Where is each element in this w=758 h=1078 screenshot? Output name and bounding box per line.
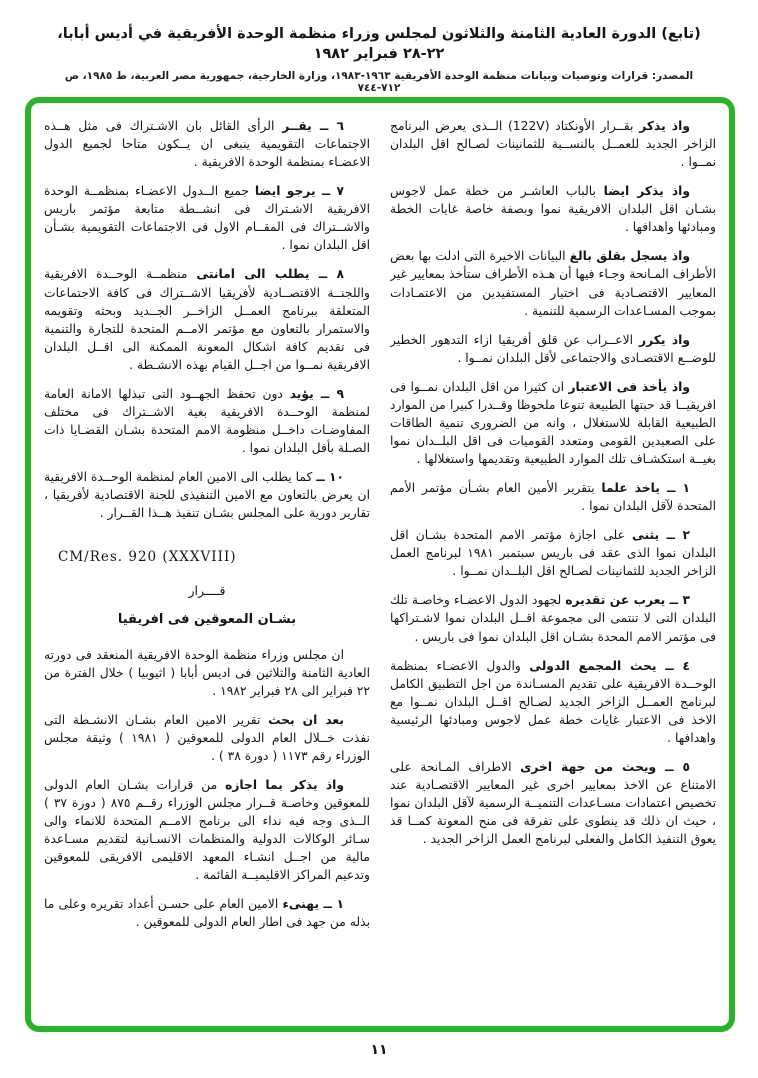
paragraph-text: بتقرير الأمين العام بشـأن مؤتمر الأمم المتحدة لآقل البلدان نموا . (390, 481, 716, 514)
numbered-clause (44, 182, 370, 254)
column-right (390, 117, 716, 1018)
paragraph-text: كما يطلب الى الامين العام لمنظمة الوحــدة الافريقية ان يعرض بالتعاون مع الامين التنفيذى للجنة الاقتصادية لأفريقيا ، تقارير دورية على المجلس بشـان تنفيذ هــذا القــرار . (44, 470, 370, 521)
paragraph-lead: واذ يذكر بما اجازه (225, 777, 344, 792)
paragraph-lead: ٢ ــ يثنى (632, 528, 690, 543)
paragraph (390, 117, 716, 171)
numbered-clause (390, 479, 716, 515)
paragraph (44, 711, 370, 765)
paragraph-lead: ٥ ــ ويحث من جهة اخرى (520, 759, 690, 774)
numbered-clause (390, 591, 716, 645)
paragraph-lead: واذ يذكر ايضا (603, 184, 690, 199)
paragraph-text: الاطراف المـانحة على الامتناع عن الاخذ بمعايير اخرى غير المعايير الاقتصـادية عند تخصيص اعتمادات مسـاعدات التنميــة الرسمية لآقل البلدان نموا ، حيث ان ذلك قد ينطوى على تفرقة فى منح المعونة كمــا قد يعوق التنفيذ الكامل والفعلى لبرنامج العمل الزاخر الجديد . (390, 759, 716, 847)
numbered-clause (390, 526, 716, 580)
paragraph-lead: ٩ ــ يؤيد (289, 386, 344, 401)
paragraph-text: بقــرار الأونكتاد (122V) الــذى يعرض البرنامج الزاخر الجديد للعمــل بالنســبة للثمانينات لصـالح اقل البلدان نمــوا . (390, 119, 716, 170)
paragraph-lead: واذ يكرر (638, 332, 690, 347)
paragraph-lead: ١ ــ ياخذ علما (601, 481, 690, 496)
resolution-reference: CM/Res. 920 (XXXVIII) (58, 549, 237, 566)
resolution-title: بشـان المعوقين فى افريقيا (117, 612, 297, 628)
paragraph-text: تقرير الامين العام بشـان الانشـطة التى نفذت خــلال العام الدولى للمعوقين ( ١٩٨١ ) وثيقة مجلس الوزراء رقم ١١٧٣ ( دورة ٣٨ ) . (44, 712, 370, 763)
paragraph-text: جميع الــدول الاعضـاء بمنظمــة الوحدة الافريقية الاشـتراك فى انشــطة متابعة مؤتمر باريس والاشــتراك فى المقــام الاول فى الاجتماعات التقويمية بشـأن اقل البلدان نموا . (44, 184, 370, 253)
numbered-clause (44, 385, 370, 457)
paragraph-lead: واذ يسجل بقلق بالغ (569, 249, 690, 264)
paragraph-lead: بعد ان بحث (268, 712, 344, 727)
paragraph-text: بالباب العاشـر من خطة عمل لاجوس بشـان اقل البلدان الافريقية نموا وبصفة خاصة غايات الخطة ومبادئها واهدافها . (390, 184, 716, 235)
paragraph-lead: ٣ ــ يعرب عن تقديره (565, 593, 690, 608)
paragraph-text: دون تحفظ الجهــود التى تبذلها الامانة العامة لمنظمة الوحــدة الافريقية بغية الاشــتراك فى مختلف المفاوضـات داخــل منظومة الامم المتحدة بشـان القضـايا ذات الصـلة بأقل البلدان نموا . (44, 386, 370, 455)
numbered-clause (44, 895, 370, 931)
paragraph-text: على اجازة مؤتمر الامم المتحدة بشـان اقل البلدان نموا الذى عقد فى باريس سبتمبر ١٩٨١ لبرنامج العمل الزاخر الجديد للثمانينات لصـالح اقل البلــدان نمــوا . (390, 528, 716, 579)
paragraph-text: البيانات الاخيرة التى ادلت بها بعض الأطراف المـانحة وجـاء فيها أن هـذه الأطراف ستأخذ بمعايير غير المعايير الاقتصـادية فى اختيار المستفيدين من الاعتمـادات بموجب المسـاعدات الرسمية للتنمية . (390, 249, 716, 318)
paragraph-lead: واذ يأخذ فى الاعتبار (568, 379, 691, 394)
column-left (44, 117, 370, 1018)
page-number: ١١ (370, 1042, 388, 1058)
paragraph-text: لجهود الدول الاعضـاء وخاصـة تلك البلدان التى لا تنتمى الى مجموعة اقــل البلدان نموا لاشـتراكها فى مؤتمر الامم المحدة بشـان اقل البلدان نموا فى باريس . (390, 593, 716, 644)
numbered-clause (390, 657, 716, 747)
paragraph-text: ان مجلس وزراء منظمة الوحدة الافريقية المنعقد فى دورته العادية الثامنة والثلاثين فى اديس أبابا ( اثيوبيا ) خلال الفترة من ٢٢ فبراير الى ٢٨ فبراير ١٩٨٢ . (44, 647, 370, 698)
paragraph (390, 247, 716, 319)
green-framed-content-box (25, 97, 735, 1032)
numbered-clause (390, 758, 716, 848)
paragraph-text: الامين العام على حسـن أعداد تقريره وعلى ما بذله من جهد فى اطار العام الدولى للمعوقين . (44, 897, 370, 930)
paragraph-lead: ٤ ــ يحث المجمع الدولى (529, 658, 691, 673)
paragraph (390, 331, 716, 367)
paragraph-text: الرأى القائل بان الاشـتراك فى مثل هــذه الاجتماعات التقويمية ينبغى ان يــكون متاحا لجميع الدول الاعضـاء بمنظمة الوحدة الافريقية . (44, 119, 370, 170)
paragraph-text: منظمــة الوحــدة الافريقية واللجنــة الاقتصــادية لأفريقيا الاشــتراك فى كافة الاجتماعات المتعلقة ببرنامج العمــل الزاخــر الجــديد وبحثه وتقويمه والاستمرار بالتعاون مع مؤتمر الامــم المتحدة للتجارة والتنمية فى تقديم كافة اشكال المعونة الممكنة الى اقــل البلدان الافريقية نمــوا من اجــل القيام بهذه الانشـطة . (44, 267, 370, 372)
paragraph-text: ان كثيرا من اقل البلدان نمــوا فى افريقيــا قد حبتها الطبيعة تنوعا ملحوظا وقــدرا كبيرا من الموارد الطبيعية القابلة للاستغلال ، وانه من الضرورى تنمية الطاقات على الصعيدين القومى ومتعدد القوميات فى اقل البلــدان نموا بغيــة استكشـاف تلك الموارد الطبيعية وتقديمها واستغلالها . (390, 379, 716, 466)
numbered-clause (44, 468, 370, 522)
paragraph (390, 182, 716, 236)
resolution-word: قــــرار (188, 583, 226, 599)
header-title: (تابع) الدورة العادية الثامنة والثلاثون لمجلس وزراء منظمة الوحدة الأفريقية في أديس أبابا، ٢٢-٢٨ فبراير ١٩٨٢ (57, 26, 701, 63)
paragraph-lead: ٦ ــ يقــر (282, 119, 345, 133)
paragraph-lead: واذ يذكر (639, 119, 690, 133)
paragraph-text: الاعــراب عن قلق أفريقيا ازاء التدهور الخطير للوضــع الاقتصـادى والاجتماعى لأقل البلدان نمــوا . (390, 332, 716, 365)
paragraph-lead: ٧ ــ يرجو ايضا (254, 184, 345, 199)
paragraph (44, 646, 370, 700)
paragraph-lead: ١ ــ يهنىء (282, 897, 345, 912)
numbered-clause (44, 117, 370, 171)
paragraph (44, 776, 370, 884)
paragraph-text: من قرارات بشـان العام الدولى للمعوقين وخاصـة قــرار مجلس الوزراء رقــم ٨٧٥ ( دورة ٣٧ ) الــذى وجه فيه نداء الى برنامج الامــم المتحدة للانماء والى سـائر الوكالات الدولية والمنظمات الانسـانية لتقديم مسـاعدة مالية من اجــل انشـاء المعهد الاقليمى الافريقى للمعوقين وتدعيم المراكز الاقليميــة القائمة . (44, 777, 370, 883)
page-header (0, 0, 758, 94)
paragraph (390, 378, 716, 468)
paragraph-lead: ٨ ــ يطلب الى امانتى (196, 267, 345, 282)
paragraph-lead: ١٠ ــ (316, 470, 344, 485)
paragraph-text: والدول الاعضـاء بمنظمة الوحــدة الافريقية على تقديم المسـاندة من اجل التطبيق الكامل لبرنامج العمــل الزاخر الجديد لصـالح اقــل البلدان نمــوا مع الاخذ فى الاعتبار غايات خطة عمل لاجوس ومبادئها الرئيسية واهدافها . (390, 658, 716, 745)
numbered-clause (44, 265, 370, 373)
header-source-line: المصدر: قرارات وتوصيات وبيانات منظمة الوحدة الأفريقية ١٩٦٣-١٩٨٣، وزارة الخارجية، جمهورية مصر العربية، ط ١٩٨٥، ص ٧١٢-٧٤٤ (64, 69, 694, 94)
